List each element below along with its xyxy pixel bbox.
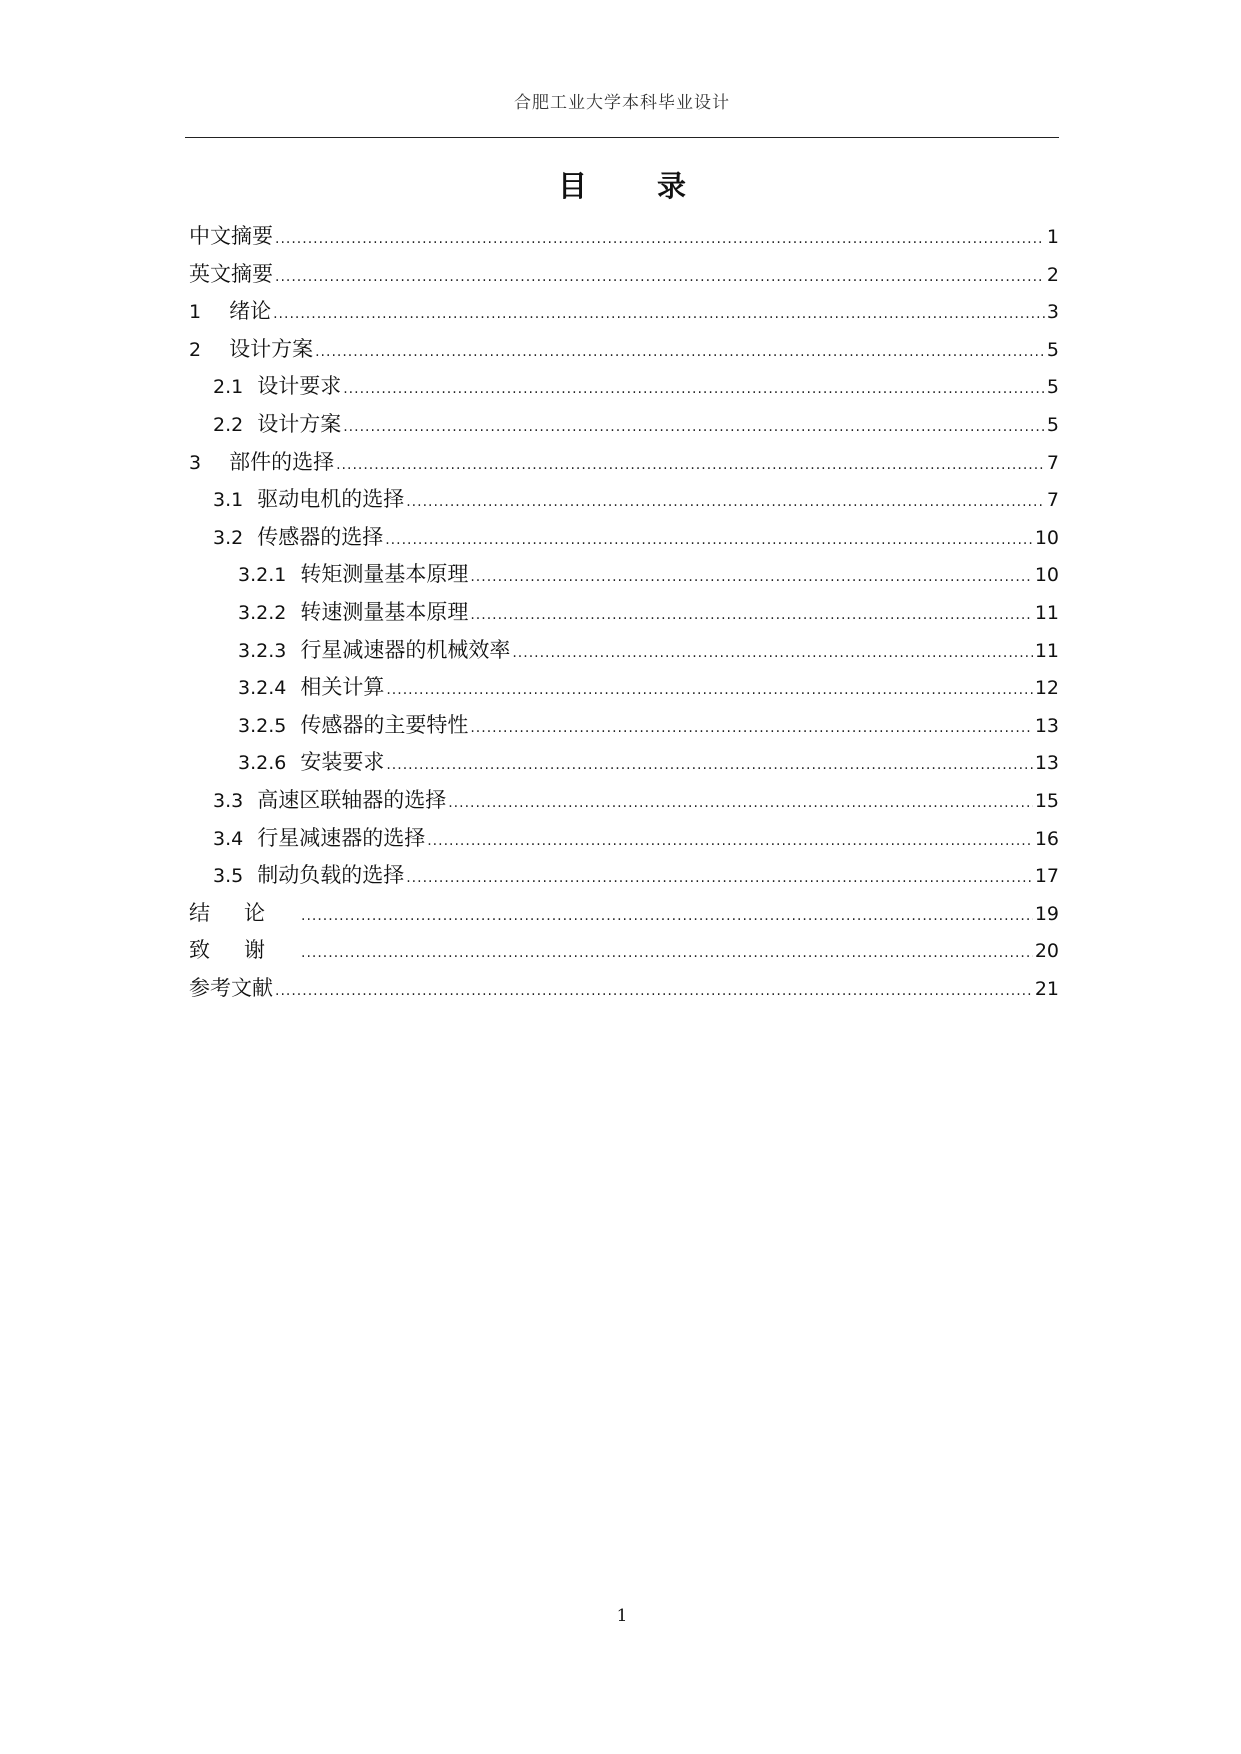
toc-leader-dots	[275, 259, 1045, 297]
toc-leader-dots	[275, 973, 1033, 1011]
toc-leader-dots	[470, 559, 1032, 597]
toc-entry[interactable]	[189, 594, 1059, 632]
toc-entry[interactable]	[189, 707, 1059, 745]
toc-leader-dots	[470, 597, 1032, 635]
toc-entry-page: 5	[1046, 338, 1059, 361]
toc-leader-dots	[386, 672, 1032, 710]
toc-entry-page: 16	[1034, 827, 1059, 850]
toc-entry-label: 制动负载的选择	[257, 863, 405, 888]
toc-leader-dots	[315, 334, 1045, 372]
toc-entry[interactable]	[189, 293, 1059, 331]
toc-entry-page: 5	[1046, 413, 1059, 436]
toc-leader-dots	[336, 447, 1045, 485]
toc-entry-number: 3.2.1	[238, 564, 287, 587]
toc-entry-label: 高速区联轴器的选择	[257, 787, 447, 812]
toc-entry-label: 相关计算	[300, 675, 385, 700]
toc-leader-dots	[301, 935, 1033, 973]
toc-entry-label: 驱动电机的选择	[257, 487, 405, 512]
toc-entry-number: 2	[189, 338, 202, 361]
toc-entry-label: 转矩测量基本原理	[300, 562, 469, 587]
toc-entry-page: 10	[1034, 564, 1059, 587]
toc-entry-number: 3.2.4	[238, 677, 287, 700]
toc-leader-dots	[512, 635, 1032, 673]
toc-entry[interactable]	[189, 556, 1059, 594]
toc-entry-label: 设计方案	[257, 411, 342, 436]
toc-entry-number: 3.5	[213, 865, 244, 888]
toc-title	[185, 164, 1059, 205]
toc-entry-label: 致谢	[189, 938, 299, 963]
toc-entry-label: 参考文献	[189, 975, 273, 1000]
toc-entry-label: 行星减速器的选择	[257, 825, 426, 850]
toc-leader-dots	[343, 409, 1045, 447]
toc-entry[interactable]	[189, 895, 1059, 933]
toc-entry-number: 3	[189, 451, 202, 474]
toc-entry[interactable]	[189, 744, 1059, 782]
toc-leader-dots	[470, 710, 1032, 748]
toc-entry-label: 绪论	[229, 299, 272, 324]
toc-entry-label: 行星减速器的机械效率	[300, 637, 511, 662]
toc-entry-page: 5	[1046, 376, 1059, 399]
toc-leader-dots	[385, 522, 1033, 560]
toc-entry[interactable]	[189, 331, 1059, 369]
toc-entry[interactable]	[189, 406, 1059, 444]
toc-entry-page: 7	[1046, 489, 1059, 512]
toc-leader-dots	[386, 747, 1032, 785]
toc-entry-page: 20	[1034, 940, 1059, 963]
toc-entry-label: 部件的选择	[229, 449, 335, 474]
toc-entry[interactable]	[189, 820, 1059, 858]
toc-entry-number: 3.2.5	[238, 714, 287, 737]
toc-entry[interactable]	[189, 444, 1059, 482]
toc-entry-number: 2.1	[213, 376, 244, 399]
toc-leader-dots	[301, 898, 1033, 936]
toc-entry-page: 10	[1034, 526, 1059, 549]
toc-entry-label: 传感器的选择	[257, 524, 384, 549]
page-header: 合肥工业大学本科毕业设计	[514, 93, 730, 113]
toc-entry-page: 19	[1034, 902, 1059, 925]
toc-entry-page: 11	[1034, 601, 1059, 624]
toc-entry[interactable]	[189, 218, 1059, 256]
toc-entry-number: 3.3	[213, 789, 244, 812]
toc-entry[interactable]	[189, 519, 1059, 557]
toc-entry[interactable]	[189, 932, 1059, 970]
toc-entry[interactable]	[189, 481, 1059, 519]
toc-entry-page: 17	[1034, 865, 1059, 888]
toc-entry-label: 设计方案	[229, 336, 314, 361]
toc-leader-dots	[406, 860, 1033, 898]
toc-entry-number: 2.2	[213, 413, 244, 436]
toc-entry-number: 3.2.6	[238, 752, 287, 775]
toc-entry[interactable]	[189, 368, 1059, 406]
toc-entry-label: 结论	[189, 900, 299, 925]
toc-entry-page: 2	[1046, 263, 1059, 286]
toc-title-left: 目	[557, 169, 587, 203]
toc-entry-label: 中文摘要	[189, 224, 273, 248]
toc-entry-number: 3.2.2	[238, 601, 287, 624]
toc-list	[189, 218, 1059, 1007]
toc-entry-label: 英文摘要	[189, 261, 273, 286]
toc-leader-dots	[427, 823, 1033, 861]
toc-entry-page: 12	[1034, 677, 1059, 700]
toc-entry-page: 3	[1046, 301, 1059, 324]
toc-entry-label: 设计要求	[257, 374, 342, 399]
toc-leader-dots	[406, 484, 1045, 522]
toc-entry-page: 1	[1046, 226, 1059, 248]
toc-leader-dots	[273, 296, 1045, 334]
toc-entry-label: 传感器的主要特性	[300, 712, 469, 737]
toc-entry-label: 安装要求	[300, 750, 385, 775]
toc-entry-page: 7	[1046, 451, 1059, 474]
toc-entry-page: 13	[1034, 714, 1059, 737]
toc-entry-number: 3.2.3	[238, 639, 287, 662]
toc-entry[interactable]	[189, 970, 1059, 1008]
toc-entry-label: 转速测量基本原理	[300, 599, 469, 624]
toc-entry-page: 21	[1034, 977, 1059, 1000]
toc-entry[interactable]	[189, 669, 1059, 707]
toc-entry-number: 3.1	[213, 489, 244, 512]
toc-entry-number: 1	[189, 301, 202, 324]
page-number: 1	[616, 1606, 628, 1626]
toc-title-right: 录	[657, 169, 687, 203]
header-divider	[185, 137, 1059, 138]
toc-entry-page: 11	[1034, 639, 1059, 662]
toc-entry-page: 15	[1034, 789, 1059, 812]
toc-entry-number: 3.2	[213, 526, 244, 549]
toc-entry[interactable]	[189, 857, 1059, 895]
toc-leader-dots	[448, 785, 1033, 823]
toc-leader-dots	[343, 371, 1045, 409]
toc-entry-page: 13	[1034, 752, 1059, 775]
toc-entry[interactable]	[189, 256, 1059, 294]
toc-entry[interactable]	[189, 782, 1059, 820]
toc-entry-number: 3.4	[213, 827, 244, 850]
toc-leader-dots	[275, 221, 1045, 259]
toc-entry[interactable]	[189, 632, 1059, 670]
